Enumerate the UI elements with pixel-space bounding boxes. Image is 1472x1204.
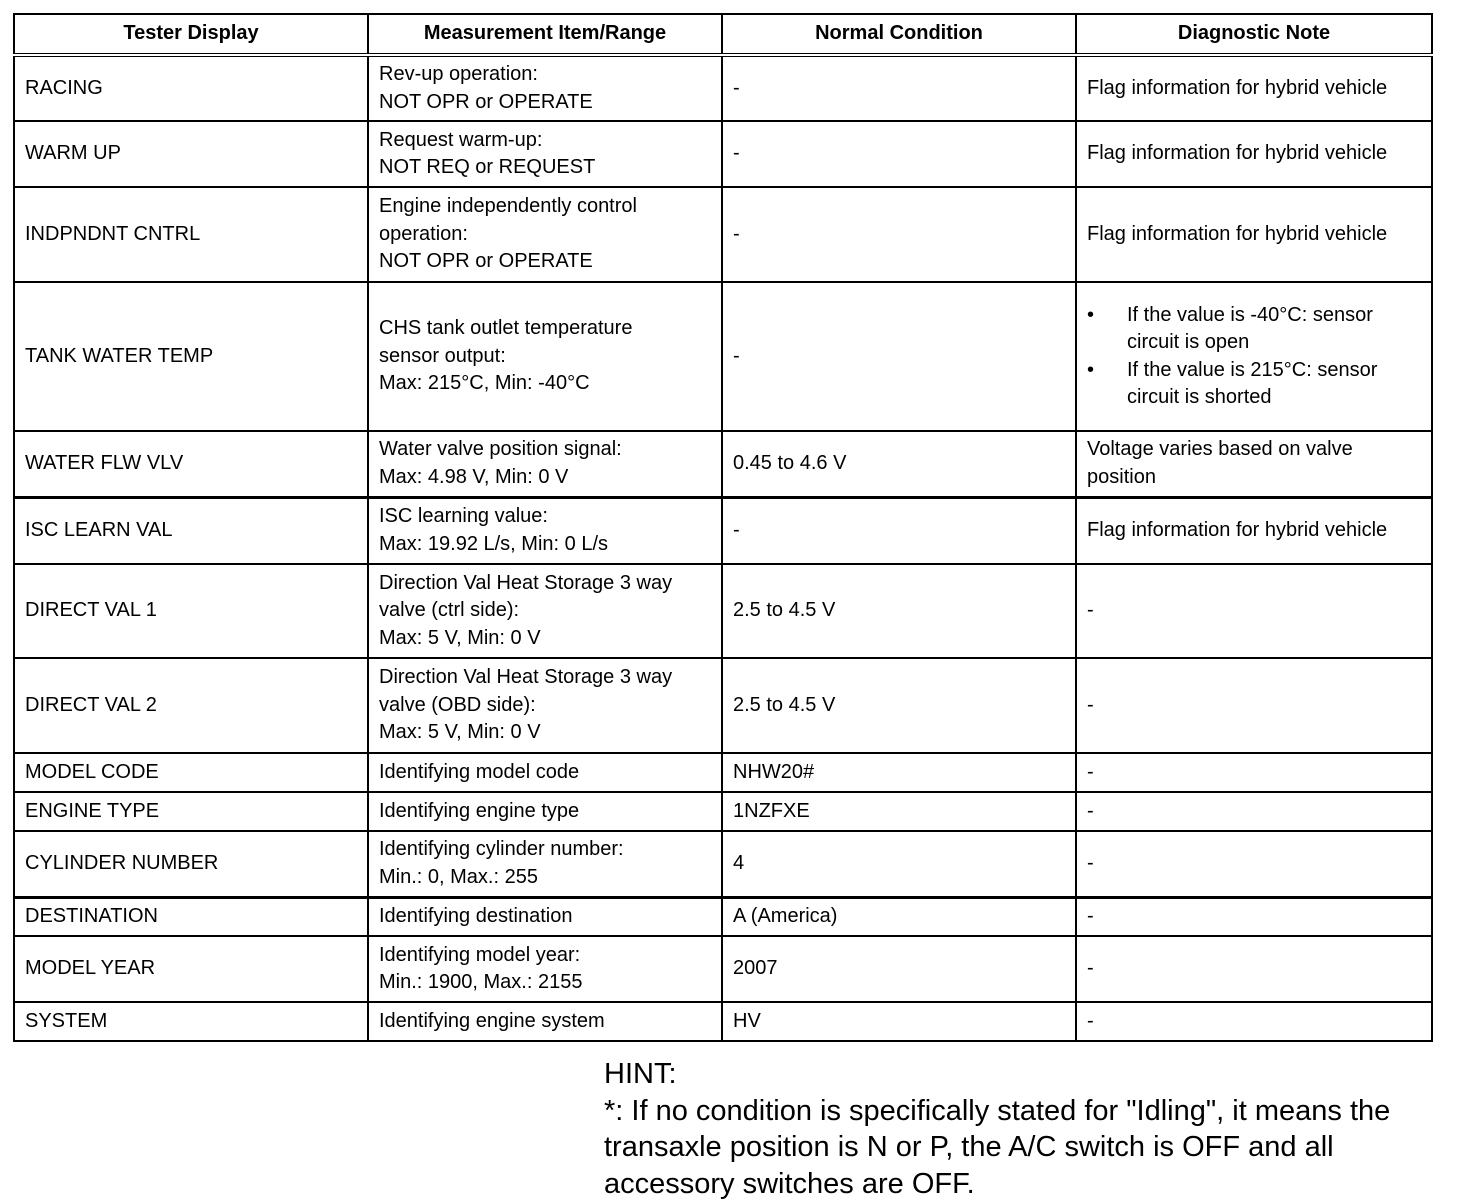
diagnostic-note-bullet <box>1087 302 1421 357</box>
diagnostic-note-line: position <box>1087 465 1156 488</box>
cell-normal-condition <box>722 658 1076 753</box>
measurement-line: Identifying engine system <box>379 1009 605 1032</box>
cell-diagnostic-note <box>1076 121 1432 187</box>
cell-tester-display <box>14 564 368 658</box>
cell-tester-display <box>14 831 368 897</box>
table-row <box>14 936 1432 1002</box>
normal-condition-text: 4 <box>733 852 745 874</box>
measurement-line: Identifying cylinder number: <box>379 838 624 861</box>
normal-condition-text: NHW20# <box>733 760 815 783</box>
cell-diagnostic-note <box>1076 497 1432 564</box>
cell-measurement <box>368 497 722 564</box>
cell-diagnostic-note <box>1076 936 1432 1002</box>
diagnostic-note-line: circuit is shorted <box>1127 386 1272 408</box>
table-row <box>14 497 1432 564</box>
diagnostic-note-line: - <box>1087 799 1094 822</box>
measurement-line: Direction Val Heat Storage 3 way <box>379 571 673 594</box>
normal-condition-text: - <box>733 142 740 165</box>
normal-condition-text: 2007 <box>733 957 778 980</box>
measurement-line: NOT OPR or OPERATE <box>379 250 593 273</box>
measurement-line: Min.: 1900, Max.: 2155 <box>379 971 583 993</box>
cell-measurement <box>368 897 722 936</box>
cell-diagnostic-note <box>1076 792 1432 831</box>
diagnostic-note-line: - <box>1087 957 1094 980</box>
table-row <box>14 564 1432 658</box>
table-row <box>14 121 1432 187</box>
cell-diagnostic-note <box>1076 187 1432 282</box>
cell-normal-condition <box>722 497 1076 564</box>
diagnostic-note-line: Flag information for hybrid vehicle <box>1087 222 1388 245</box>
normal-condition-text: HV <box>733 1009 761 1032</box>
cell-measurement <box>368 936 722 1002</box>
cell-measurement <box>368 55 722 121</box>
cell-tester-display <box>14 753 368 792</box>
measurement-line: Identifying model code <box>379 760 580 783</box>
measurement-line: operation: <box>379 222 468 245</box>
cell-diagnostic-note <box>1076 431 1432 497</box>
table-row <box>14 792 1432 831</box>
table-row <box>14 753 1432 792</box>
measurement-line: Request warm-up: <box>379 128 543 151</box>
diagnostic-note-line: circuit is open <box>1127 331 1250 353</box>
cell-normal-condition <box>722 792 1076 831</box>
cell-normal-condition <box>722 564 1076 658</box>
cell-normal-condition <box>722 431 1076 497</box>
cell-normal-condition <box>722 753 1076 792</box>
cell-normal-condition <box>722 121 1076 187</box>
diagnostic-note-line: - <box>1087 760 1094 783</box>
measurement-line: NOT OPR or OPERATE <box>379 90 593 113</box>
diagnostic-note-line: Flag information for hybrid vehicle <box>1087 519 1388 541</box>
hint-line: *: If no condition is specifically stated for "Idling", it means the <box>604 1094 1391 1127</box>
header-measurement-item-range: Measurement Item/Range <box>368 14 722 55</box>
measurement-line: valve (ctrl side): <box>379 599 520 622</box>
tester-display-text: DESTINATION <box>25 905 158 927</box>
cell-measurement <box>368 792 722 831</box>
cell-measurement <box>368 121 722 187</box>
tester-display-text: MODEL CODE <box>25 760 159 783</box>
cell-tester-display <box>14 55 368 121</box>
cell-tester-display <box>14 1002 368 1041</box>
cell-diagnostic-note <box>1076 55 1432 121</box>
cell-diagnostic-note <box>1076 282 1432 431</box>
tester-display-text: DIRECT VAL 1 <box>25 599 157 622</box>
cell-diagnostic-note <box>1076 564 1432 658</box>
table-row <box>14 1002 1432 1041</box>
hint-title: HINT: <box>604 1058 677 1090</box>
diagnostic-note-line: - <box>1087 905 1094 927</box>
measurement-line: Identifying destination <box>379 905 573 927</box>
diagnostic-note-line: Flag information for hybrid vehicle <box>1087 142 1388 165</box>
measurement-line: Identifying model year: <box>379 943 581 966</box>
table-body <box>14 55 1432 1041</box>
tester-display-text: ENGINE TYPE <box>25 799 160 822</box>
measurement-line: Max: 5 V, Min: 0 V <box>379 626 541 649</box>
table-row <box>14 187 1432 282</box>
tester-display-text: ISC LEARN VAL <box>25 519 173 541</box>
cell-normal-condition <box>722 187 1076 282</box>
tester-display-text: TANK WATER TEMP <box>25 344 214 367</box>
cell-measurement <box>368 1002 722 1041</box>
normal-condition-text: 1NZFXE <box>733 799 810 822</box>
hint-line: transaxle position is N or P, the A/C switch is OFF and all <box>604 1131 1334 1163</box>
measurement-line: Min.: 0, Max.: 255 <box>379 865 538 888</box>
cell-tester-display <box>14 936 368 1002</box>
measurement-line: Engine independently control <box>379 195 637 218</box>
tester-display-text: RACING <box>25 76 103 99</box>
normal-condition-text: - <box>733 519 740 541</box>
hint-line: accessory switches are OFF. <box>604 1167 975 1200</box>
diagnostic-note-line: - <box>1087 693 1094 716</box>
header-diagnostic-note: Diagnostic Note <box>1076 14 1432 55</box>
cell-measurement <box>368 431 722 497</box>
cell-tester-display <box>14 187 368 282</box>
diagnostic-note-line: - <box>1087 852 1094 874</box>
diagnostic-note-line: - <box>1087 1009 1094 1032</box>
measurement-line: Max: 5 V, Min: 0 V <box>379 721 541 744</box>
tester-display-text: DIRECT VAL 2 <box>25 693 157 716</box>
tester-display-text: INDPNDNT CNTRL <box>25 222 201 245</box>
cell-measurement <box>368 564 722 658</box>
bullet-icon: • <box>1087 303 1095 326</box>
tester-display-text: WARM UP <box>25 142 121 165</box>
cell-tester-display <box>14 792 368 831</box>
table-row <box>14 431 1432 497</box>
header-tester-display: Tester Display <box>14 14 368 55</box>
cell-tester-display <box>14 431 368 497</box>
cell-measurement <box>368 831 722 897</box>
measurement-line: Max: 215°C, Min: -40°C <box>379 372 590 395</box>
header-normal-condition: Normal Condition <box>722 14 1076 55</box>
cell-normal-condition <box>722 936 1076 1002</box>
diagnostic-data-table <box>13 13 1433 1042</box>
cell-normal-condition <box>722 1002 1076 1041</box>
cell-diagnostic-note <box>1076 658 1432 753</box>
measurement-line: sensor output: <box>379 344 506 367</box>
measurement-line: valve (OBD side): <box>379 693 536 716</box>
measurement-line: Max: 4.98 V, Min: 0 V <box>379 465 569 488</box>
normal-condition-text: - <box>733 222 740 245</box>
normal-condition-text: 2.5 to 4.5 V <box>733 693 836 716</box>
measurement-line: ISC learning value: <box>379 505 548 528</box>
diagnostic-note-bullet <box>1087 357 1421 412</box>
cell-diagnostic-note <box>1076 831 1432 897</box>
hint-block <box>604 1056 1464 1202</box>
tester-display-text: CYLINDER NUMBER <box>25 852 219 874</box>
normal-condition-text: - <box>733 344 740 367</box>
measurement-line: CHS tank outlet temperature <box>379 317 633 340</box>
cell-measurement <box>368 282 722 431</box>
table-row <box>14 282 1432 431</box>
diagnostic-note-bullet-list <box>1087 302 1421 412</box>
cell-tester-display <box>14 658 368 753</box>
table-row <box>14 55 1432 121</box>
cell-measurement <box>368 753 722 792</box>
normal-condition-text: - <box>733 76 740 99</box>
cell-normal-condition <box>722 282 1076 431</box>
table-row <box>14 897 1432 936</box>
measurement-line: Water valve position signal: <box>379 438 622 461</box>
table-row <box>14 658 1432 753</box>
measurement-line: Identifying engine type <box>379 799 580 822</box>
table-header-row <box>14 14 1432 55</box>
cell-tester-display <box>14 121 368 187</box>
diagnostic-note-line: Voltage varies based on valve <box>1087 438 1353 461</box>
normal-condition-text: A (America) <box>733 905 838 927</box>
cell-measurement <box>368 187 722 282</box>
diagnostic-note-line: - <box>1087 599 1094 622</box>
diagnostic-note-line: If the value is 215°C: sensor <box>1127 358 1378 381</box>
diagnostic-note-line: If the value is -40°C: sensor <box>1127 303 1373 326</box>
cell-tester-display <box>14 282 368 431</box>
cell-normal-condition <box>722 831 1076 897</box>
cell-tester-display <box>14 497 368 564</box>
measurement-line: Direction Val Heat Storage 3 way <box>379 666 673 689</box>
cell-diagnostic-note <box>1076 897 1432 936</box>
measurement-line: Max: 19.92 L/s, Min: 0 L/s <box>379 532 608 555</box>
tester-display-text: SYSTEM <box>25 1009 108 1032</box>
cell-tester-display <box>14 897 368 936</box>
bullet-icon: • <box>1087 358 1095 381</box>
normal-condition-text: 2.5 to 4.5 V <box>733 599 836 622</box>
tester-display-text: WATER FLW VLV <box>25 452 184 474</box>
measurement-line: Rev-up operation: <box>379 63 538 85</box>
cell-normal-condition <box>722 55 1076 121</box>
normal-condition-text: 0.45 to 4.6 V <box>733 452 847 474</box>
measurement-line: NOT REQ or REQUEST <box>379 156 596 178</box>
cell-normal-condition <box>722 897 1076 936</box>
cell-measurement <box>368 658 722 753</box>
table-row <box>14 831 1432 897</box>
cell-diagnostic-note <box>1076 1002 1432 1041</box>
diagnostic-note-line: Flag information for hybrid vehicle <box>1087 76 1388 99</box>
cell-diagnostic-note <box>1076 753 1432 792</box>
tester-display-text: MODEL YEAR <box>25 957 156 980</box>
